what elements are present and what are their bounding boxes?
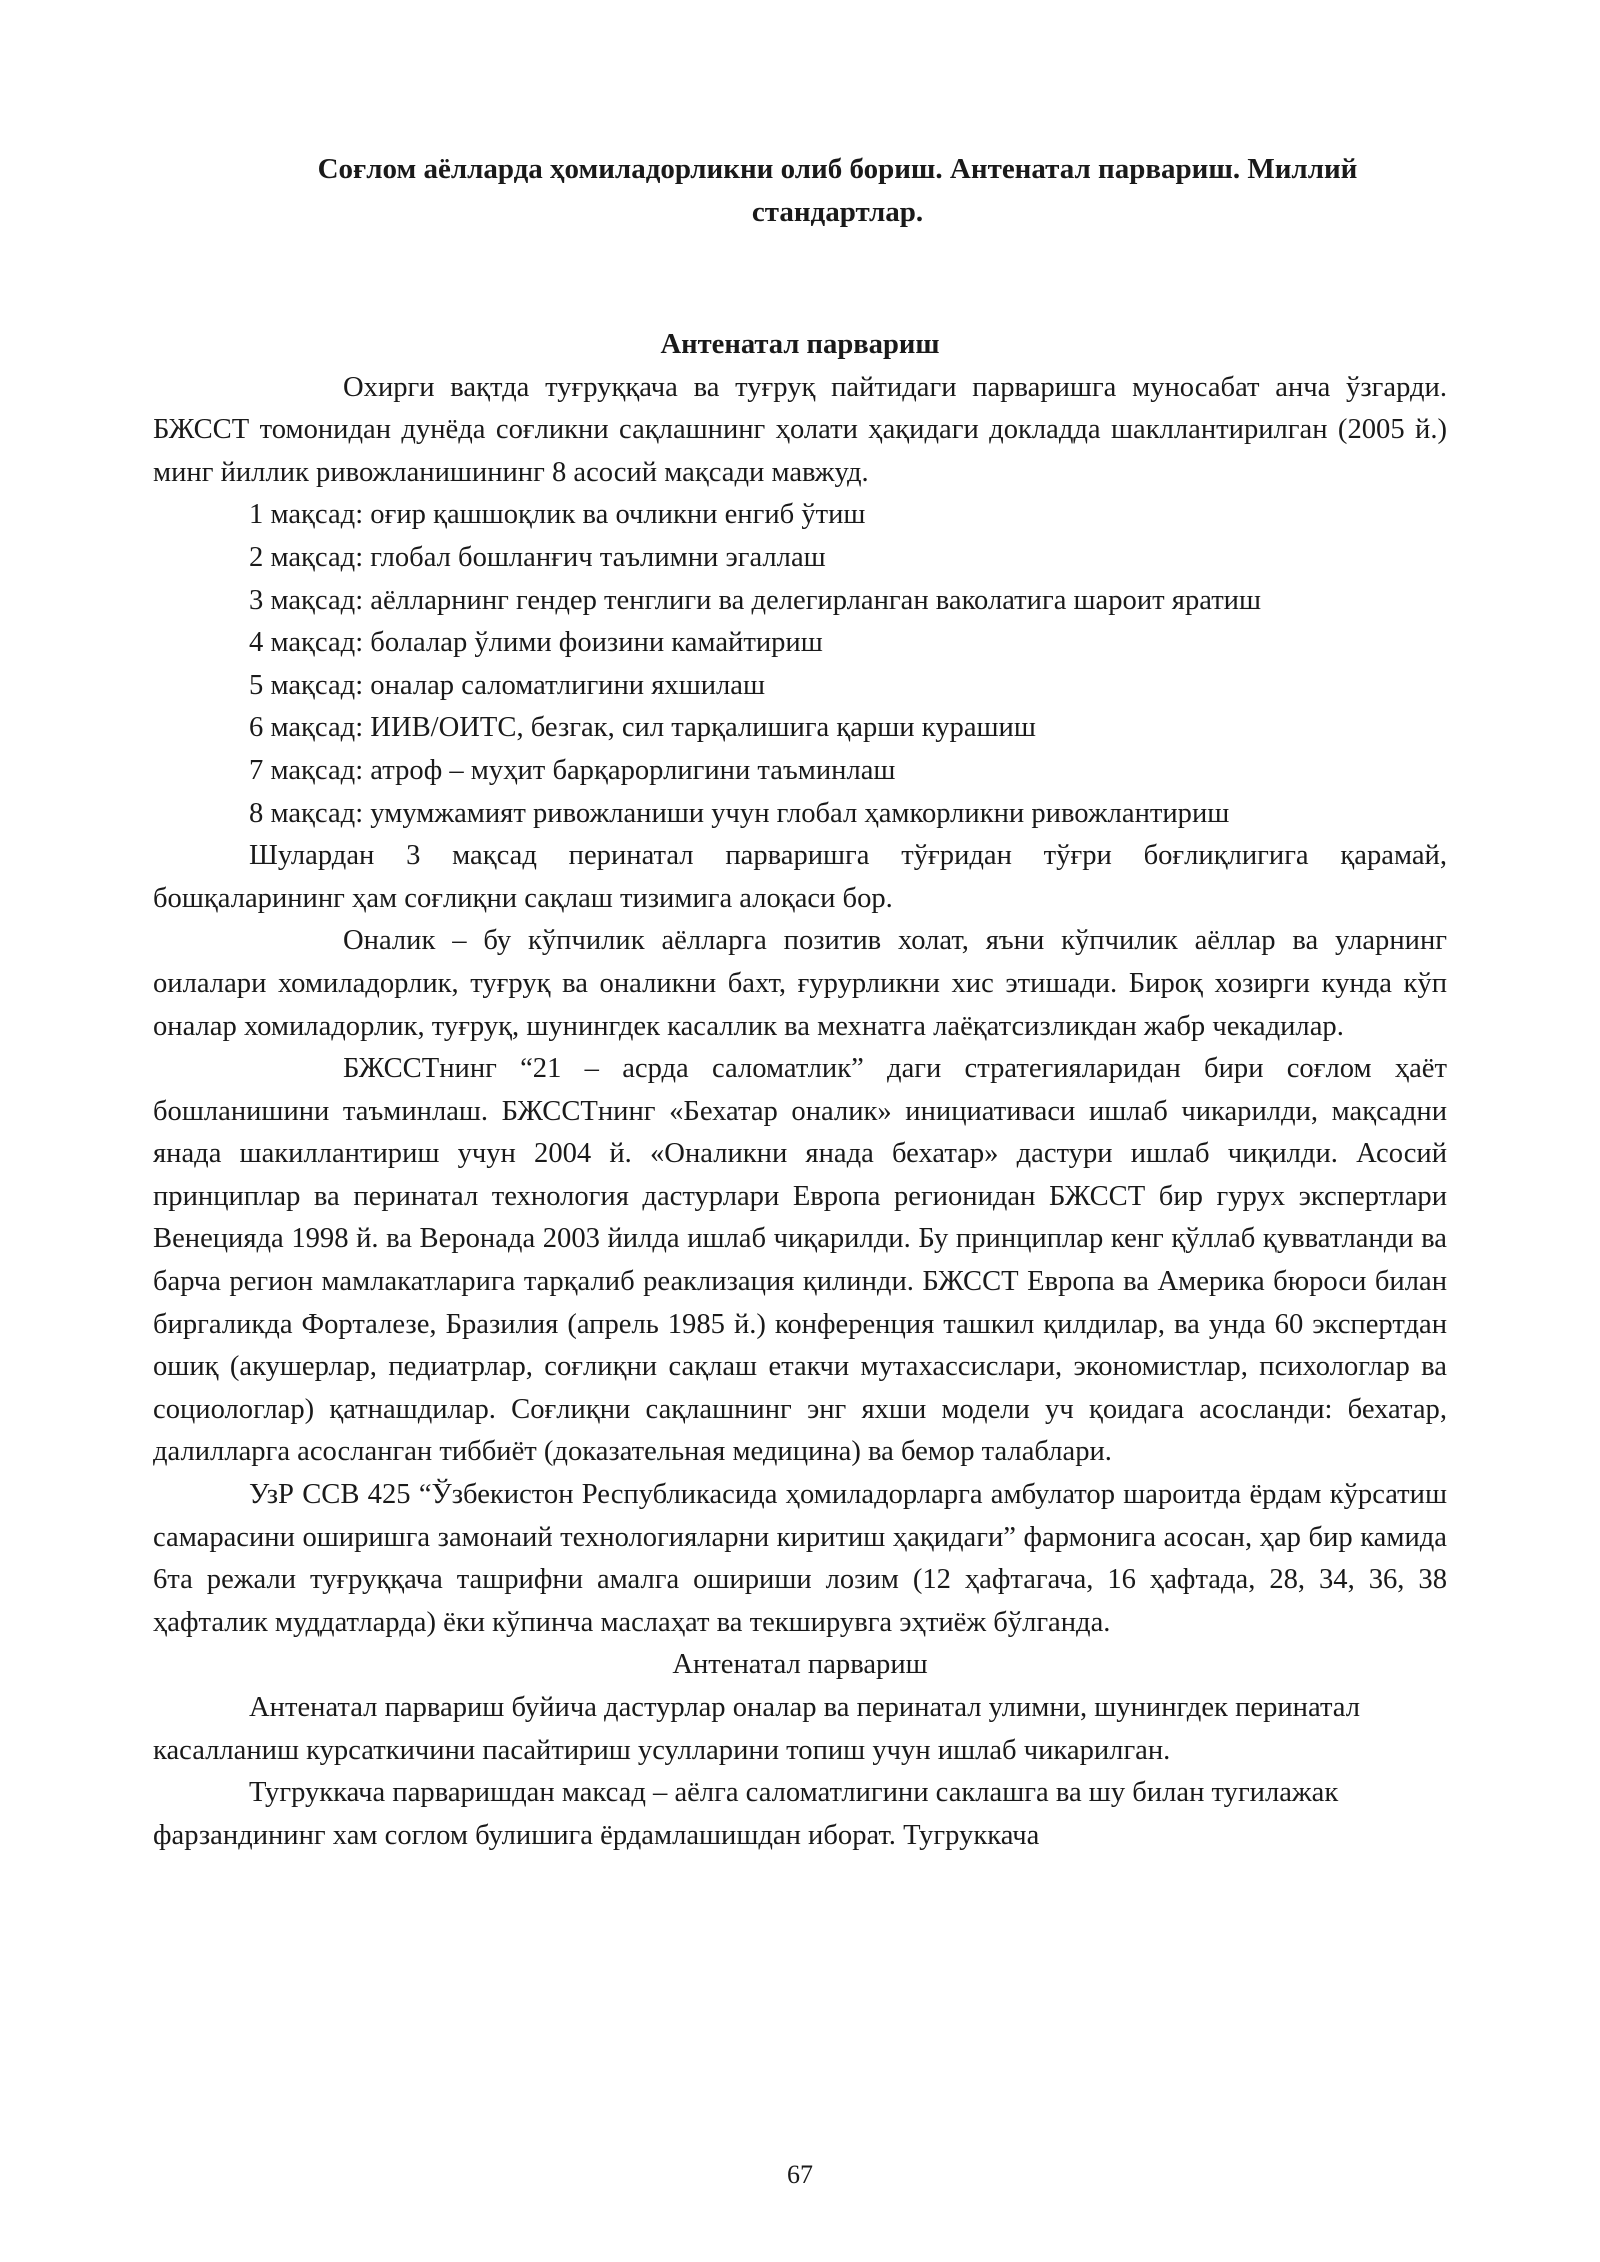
goal-item-6: 6 мақсад: ИИВ/ОИТС, безгак, сил тарқалишига қарши курашиш [249,712,1036,744]
paragraph-who-strategy: БЖССТнинг “21 – асрда саломатлик” даги стратегияларидан бири соғлом ҳаёт бошланишини таъминлаш. БЖССТнинг «Бехатар оналик» инициативаси ишлаб чикарилди, мақсадни янада шакиллантириш учун 2004 й. «Оналикни янада бехатар» дастури ишлаб чиқилди. Асосий принциплар ва перинатал технология дастурлари Европа регионидан БЖССТ бир гурух экспертлари Венецияда 1998 й. ва Веронада 2003 йилда ишлаб чиқарилди. Бу принциплар кенг қўллаб қувватланди ва барча регион мамлакатларига тарқалиб реаклизация қилинди. БЖССТ Европа ва Америка бюроси билан биргаликда Форталезе, Бразилия (апрель 1985 й.) конференция ташкил қилдилар, ва унда 60 экспертдан ошиқ (акушерлар, педиатрлар, соғлиқни сақлаш етакчи мутахассислари, экономистлар, психологлар ва социологлар) қатнашдилар. Соғлиқни сақлашнинг энг яхши модели уч қоидага асосланди: бехатар, далилларга асосланган тиббиёт (доказательная медицина) ва бемор талаблари. [153,1053,1447,1468]
page-number: 67 [787,2160,813,2189]
paragraph-decree: УзР ССВ 425 “Ўзбекистон Республикасида ҳомиладорларга амбулатор шароитда ёрдам кўрсатиш самарасини оширишга замонаий технологияларни киритиш ҳақидаги” фармонига асосан, ҳар бир камида 6та режали туғруққача ташрифни амалга ошириши лозим (12 ҳафтагача, 16 ҳафтада, 28, 34, 36, 38 ҳафталик муддатларда) ёки кўпинча маслаҳат ва текширувга эҳтиёж бўлганда. [153,1479,1447,1638]
paragraph-motherhood: Оналик – бу кўпчилик аёлларга позитив холат, яъни кўпчилик аёллар ва уларнинг оилалари хомиладорлик, туғруқ ва оналикни бахт, ғурурликни хис этишади. Бироқ хозирги кунда кўп оналар хомиладорлик, туғруқ, шунингдек касаллик ва мехнатга лаёқатсизликдан жабр чекадилар. [153,925,1447,1042]
subheading: Антенатал парвариш [672,1649,928,1681]
goal-item-1: 1 мақсад: оғир қашшоқлик ва очликни енгиб ўтиш [249,499,866,531]
goal-item-4: 4 мақсад: болалар ўлими фоизини камайтириш [249,627,823,659]
paragraph-intro: Охирги вақтда туғруққача ва туғруқ пайтидаги парваришга муносабат анча ўзгарди. БЖССТ томонидан дунёда соғликни сақлашнинг ҳолати ҳақидаги докладда шакллантирилган (2005 й.) минг йиллик ривожланишининг 8 асосий мақсади мавжуд. [153,371,1447,488]
paragraph-purpose: Тугруккача парваришдан максад – аёлга саломатлигини саклашга ва шу билан тугилажак фарзандининг хам соглом булишига ёрдамлашишдан иборат. Тугруккача [153,1777,1339,1851]
paragraph-after-goals: Шулардан 3 мақсад перинатал парваришга тўғридан тўғри боғлиқлигига қарамай, бошқаларининг ҳам соғлиқни сақлаш тизимига алоқаси бор. [153,840,1447,914]
document-title: Соғлом аёлларда ҳомиладорликни олиб бориш. Антенатал парвариш. Миллий стандартлар. [317,153,1358,228]
section-heading: Антенатал парвариш [660,329,940,360]
document-body [153,324,1447,1857]
goal-item-5: 5 мақсад: оналар саломатлигини яхшилаш [249,669,765,701]
paragraph-programs: Антенатал парвариш буйича дастурлар оналар ва перинатал улимни, шунингдек перинатал касалланиш курсаткичини пасайтириш усулларини топиш учун ишлаб чикарилган. [153,1692,1360,1766]
goal-item-3: 3 мақсад: аёлларнинг гендер тенглиги ва делегирланган ваколатига шароит яратиш [249,584,1262,616]
goal-item-2: 2 мақсад: глобал бошланғич таълимни эгаллаш [249,541,826,573]
goal-item-7: 7 мақсад: атроф – муҳит барқарорлигини таъминлаш [249,754,896,786]
goal-item-8: 8 мақсад: умумжамият ривожланиши учун глобал ҳамкорликни ривожлантириш [249,797,1230,829]
